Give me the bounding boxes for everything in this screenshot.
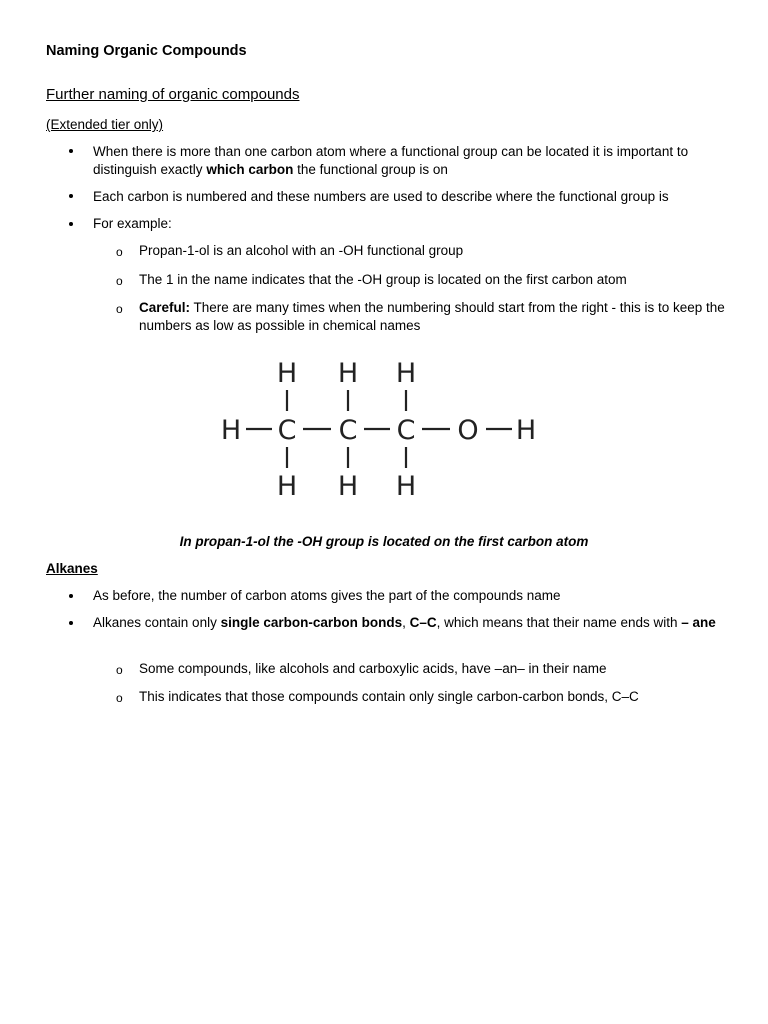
sub-bullet-marker: o: [116, 691, 123, 705]
careful-label: Careful:: [139, 300, 191, 315]
sub-bullet-text-part: There are many times when the numbering should start from the right - this is to keep the numbers as low as possible in chemical names: [139, 300, 725, 333]
bullet-marker: [69, 621, 73, 625]
atom-h: H: [515, 415, 537, 446]
bullet-item-numbering: Each carbon is numbered and these numbers are used to describe where the functional group is: [93, 189, 669, 204]
atom-c: C: [396, 415, 416, 446]
sub-bullet-item: Some compounds, like alcohols and carboxylic acids, have –an– in their name: [139, 661, 607, 676]
atom-h: H: [395, 358, 417, 389]
bullet-text-part: , which means that their name ends with: [436, 615, 682, 630]
bullet-bold-text: – ane: [681, 615, 716, 630]
bullet-item-carbon-count: As before, the number of carbon atoms gives the part of the compounds name: [93, 588, 561, 603]
tier-note: (Extended tier only): [46, 117, 164, 132]
sub-bullet-marker: o: [116, 274, 123, 288]
sub-bullet-item-careful: [139, 299, 729, 335]
bullet-item-alkane-bonds: [93, 614, 728, 632]
bullet-bold-text: which carbon: [206, 162, 294, 177]
sub-bullet-marker: o: [116, 663, 123, 677]
atom-c: C: [277, 415, 297, 446]
figure-caption: In propan-1-ol the -OH group is located on the first carbon atom: [179, 534, 589, 549]
sub-bullet-marker: o: [116, 302, 123, 316]
bullet-bold-text: single carbon-carbon bonds: [220, 615, 403, 630]
alkanes-heading: Alkanes: [46, 561, 98, 576]
propan-1-ol-structure-diagram: [212, 352, 552, 507]
bullet-marker: [69, 222, 73, 226]
bullet-marker: [69, 594, 73, 598]
bullet-text-part: ,: [402, 615, 410, 630]
atom-h: H: [276, 471, 298, 502]
bullet-bold-text: C–C: [409, 615, 437, 630]
bullet-item-functional-group: [93, 143, 728, 179]
atom-o: O: [457, 415, 479, 446]
bullet-marker: [69, 149, 73, 153]
bullet-text-part: Alkanes contain only: [93, 615, 221, 630]
bullet-marker: [69, 194, 73, 198]
bullet-text-part: the functional group is on: [293, 162, 448, 177]
atom-h: H: [337, 471, 359, 502]
atom-c: C: [338, 415, 358, 446]
bullet-text-part: When there is more than one carbon atom where a functional group can be located it is important to distinguish exactly: [93, 144, 689, 177]
section-subtitle: Further naming of organic compounds: [46, 86, 300, 103]
atom-h: H: [337, 358, 359, 389]
page-title: Naming Organic Compounds: [46, 43, 247, 59]
sub-bullet-item: This indicates that those compounds contain only single carbon-carbon bonds, C–C: [139, 689, 639, 704]
sub-bullet-marker: o: [116, 245, 123, 259]
bullet-item-example: For example:: [93, 216, 172, 231]
atom-h: H: [220, 415, 242, 446]
atom-h: H: [395, 471, 417, 502]
atom-h: H: [276, 358, 298, 389]
sub-bullet-item: Propan-1-ol is an alcohol with an -OH functional group: [139, 243, 464, 258]
sub-bullet-item: The 1 in the name indicates that the -OH group is located on the first carbon atom: [139, 272, 627, 287]
